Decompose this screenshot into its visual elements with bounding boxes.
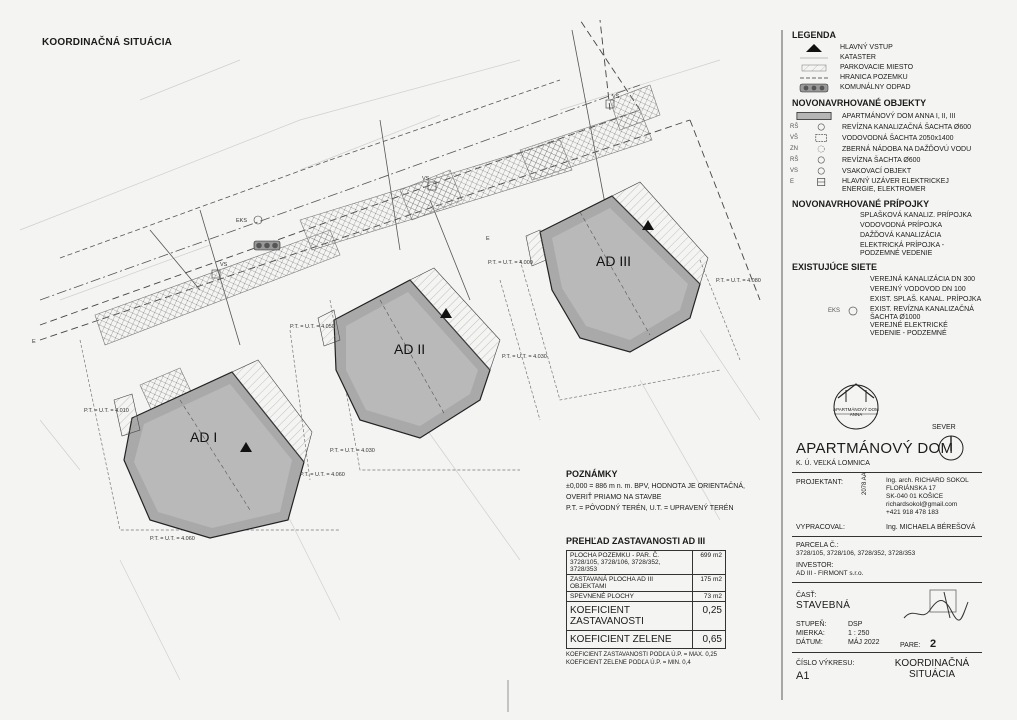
company-logo [826, 380, 886, 432]
elevation-label: P.T. = U.T. = 4.030 [330, 448, 375, 454]
parcela-value: 3728/105, 3728/106, 3728/352, 3728/353 [796, 550, 916, 557]
rain-tank-icon [796, 144, 832, 154]
vykres-label: ČÍSLO VÝKRESU: [796, 660, 855, 667]
building-label-ad-i: AD I [190, 429, 218, 445]
legend-section-title: NOVONAVRHOVANÉ OBJEKTY [792, 98, 927, 108]
investor-value: AD III - FIRMONT s.r.o. [796, 570, 864, 577]
logo-text: APARTMÁNOVÝ DOM ANNA [833, 407, 879, 417]
water-shaft-icon [796, 133, 832, 143]
legend-item: EKS EXIST. REVÍZNA KANALIZAČNÁ ŠACHTA Ø1000 [828, 306, 974, 321]
elevation-label: P.T. = U.T. = 4.060 [300, 472, 345, 478]
elevation-label: P.T. = U.T. = 4.080 [716, 278, 761, 284]
elevation-label: P.T. = U.T. = 4.030 [502, 354, 547, 360]
legend-item: PARKOVACIE MIESTO [792, 63, 982, 73]
elevation-label: P.T. = U.T. = 4.010 [84, 408, 129, 414]
legend-item: VS VSAKOVACÍ OBJEKT [790, 168, 912, 175]
projektant-info: Ing. arch. RICHARD SOKOL FLORIÁNSKA 17 SK-040 01 KOŠICE richardsokol@gmail.com +421 918 478 183 [886, 477, 969, 516]
pare-value: 2 [930, 638, 937, 650]
legend-item: HLAVNÝ VSTUP [792, 43, 982, 53]
license-number: 2078 AA [862, 472, 868, 495]
eks-label: EKS [236, 218, 248, 224]
legend-item: ZN ZBERNÁ NÁDOBA NA DAŽĎOVÚ VODU [790, 146, 972, 153]
triangle-icon [794, 43, 834, 53]
e-label: E [32, 339, 36, 345]
utility-lines [40, 30, 640, 345]
notes-line: ±0,000 = 886 m n. m. BPV, HODNOTA JE ORIENTAČNÁ, [566, 483, 745, 490]
e-label: E [486, 236, 490, 242]
legend-item: ELEKTRICKÁ PRÍPOJKA - PODZEMNÉ VEDENIE [860, 242, 945, 257]
legend-item: RŠ REVÍZNA ŠACHTA Ø600 [790, 157, 921, 164]
legend-item: KATASTER [792, 53, 982, 63]
eks-shaft-icon [254, 216, 262, 224]
summary-table [566, 550, 726, 649]
vs-label: VS [612, 94, 620, 100]
legend-item: VŠ VODOVODNÁ ŠACHTA 2050x1400 [790, 135, 954, 142]
building-label-ad-ii: AD II [394, 341, 426, 357]
legend-section-title: NOVONAVRHOVANÉ PRÍPOJKY [792, 199, 930, 209]
inspection-shaft-icon [796, 155, 832, 165]
table-row: SPEVNENÉ PLOCHY 73 m2 [567, 592, 726, 602]
notes-line: OVERIŤ PRIAMO NA STAVBE [566, 494, 662, 501]
existing-shaft-icon [848, 306, 858, 316]
legend-item: DAŽĎOVÁ KANALIZÁCIA [860, 232, 942, 239]
legend-item: KOMUNÁLNY ODPAD [792, 83, 982, 93]
table-row: KOEFICIENT ZELENE 0,65 [567, 631, 726, 649]
stamp-signature [900, 588, 972, 628]
circle-shaft-icon [796, 122, 832, 132]
legend-item: HRANICA POZEMKU [792, 73, 982, 83]
table-row: KOEFICIENT ZASTAVANOSTI 0,25 [567, 602, 726, 631]
page-title: KOORDINAČNÁ SITUÁCIA [42, 37, 173, 48]
parking-icon [794, 63, 834, 73]
vykres-number: A1 [796, 670, 810, 682]
drawing-meta: STUPEŇ: DSP MIERKA: 1 : 250 DÁTUM: MÁJ 2022 [796, 621, 880, 646]
legend-item: VEREJNÁ KANALIZÁCIA DN 300 [870, 276, 976, 283]
elevation-label: P.T. = U.T. = 4.000 [488, 260, 533, 266]
legend-item: SPLAŠKOVÁ KANALIZ. PRÍPOJKA [860, 212, 972, 219]
legend-item: E HLAVNÝ UZÁVER ELEKTRICKEJ ENERGIE, ELEKTROMER [790, 178, 949, 193]
building-label-ad-iii: AD III [596, 253, 632, 269]
project-title: APARTMÁNOVÝ DOM [796, 440, 954, 457]
building-fill-icon [796, 111, 832, 121]
vypracoval-value: Ing. MICHAELA BÉREŠOVÁ [886, 524, 976, 531]
elevation-label: P.T. = U.T. = 4.050 [290, 324, 335, 330]
legend-item: RŠ REVÍZNA KANALIZAČNÁ ŠACHTA Ø600 [790, 124, 972, 131]
notes-title: POZNÁMKY [566, 469, 618, 479]
legend-title: LEGENDA [792, 30, 837, 40]
parcela-label: PARCELA Č.: [796, 542, 839, 549]
north-label: SEVER [932, 424, 956, 431]
cast-value: STAVEBNÁ [796, 600, 851, 611]
notes-line: P.T. = PÔVODNÝ TERÉN, U.T. = UPRAVENÝ TERÉN [566, 505, 734, 512]
pare-label: PARE: [900, 642, 921, 649]
legend-item: EXIST. SPLAŠ. KANAL. PRÍPOJKA [870, 296, 982, 303]
summary-title: PREHĽAD ZASTAVANOSTI AD III [566, 536, 706, 546]
building-ad-iii [540, 182, 708, 352]
legend-item: VEREJNÉ ELEKTRICKÉ VEDENIE - PODZEMNÉ [870, 322, 948, 337]
summary-foot: KOEFICIENT ZELENE PODĽA Ú.P. = MIN. 0,4 [566, 660, 691, 666]
cast-label: ČASŤ: [796, 592, 817, 599]
vs-label: VS [220, 262, 228, 268]
electric-meter-icon [796, 177, 832, 187]
legend-section-title: EXISTUJÚCE SIETE [792, 262, 878, 272]
vykres-name: KOORDINAČNÁ SITUÁCIA [894, 658, 970, 680]
boundary-line-icon [794, 73, 834, 83]
elevation-label: P.T. = U.T. = 4.060 [150, 536, 195, 542]
legend-item: VEREJNÝ VODOVOD DN 100 [870, 286, 966, 293]
notes [566, 470, 756, 515]
legend-item: APARTMÁNOVÝ DOM ANNA I, II, III [792, 111, 982, 122]
projektant-label: PROJEKTANT: [796, 479, 843, 486]
soakaway-icon [796, 166, 832, 176]
project-location: K. Ú. VEĽKÁ LOMNICA [796, 460, 870, 467]
vypracoval-label: VYPRACOVAL: [796, 524, 845, 531]
legend-panel [792, 30, 982, 338]
summary-foot: KOEFICIENT ZASTAVANOSTI PODĽA Ú.P. = MAX. 0,25 [566, 652, 717, 658]
site-summary [566, 536, 756, 667]
legend-item: VODOVODNÁ PRÍPOJKA [860, 222, 943, 229]
vs-label: VS [422, 176, 430, 182]
building-ad-ii [334, 268, 500, 438]
investor-label: INVESTOR: [796, 562, 834, 569]
table-row: PLOCHA POZEMKU - PAR. Č. 3728/105, 3728/106, 3728/352, 3728/353 699 m2 [567, 551, 726, 575]
waste-bins-icon [254, 241, 280, 250]
table-row: ZASTAVANÁ PLOCHA AD III OBJEKTAMI 175 m2 [567, 575, 726, 592]
waste-bins-icon [794, 83, 834, 93]
cadastre-line-icon [794, 53, 834, 63]
